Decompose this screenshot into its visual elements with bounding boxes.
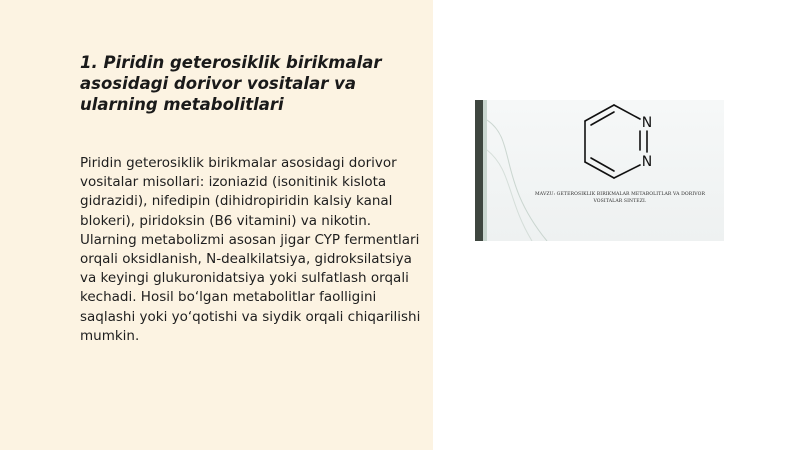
bond-top-left: [585, 105, 614, 121]
bond-top-right: [614, 105, 640, 119]
double-bond-bottom: [591, 158, 614, 171]
slide-title: 1. Piridin geterosiklik birikmalar asosidagi dorivor vositalar va ularning metabolitlari: [80, 53, 382, 114]
bond-bottom-left: [585, 162, 614, 178]
pyrimidine-figure: [475, 100, 724, 241]
bond-bottom-right: [614, 165, 640, 178]
nitrogen-label-top: N: [641, 115, 653, 131]
figure-caption: MAVZU: GETEROSIKLIK BIRIKMALAR METABOLITLAR VA DORIVOR VOSITALAR SINTEZI.: [534, 192, 706, 204]
nitrogen-label-bottom: N: [641, 154, 653, 170]
slide-body-text: Piridin geterosiklik birikmalar asosidagi dorivor vositalar misollari: izoniazid (isonitinik kislota gidrazidi), nifedipin (dihidropiridin kalsiy kanal blokeri), piridoksin (B6 vitamini) va nikotin. Ularning metabolizmi asosan jigar CYP fermentlari orqali oksidlanish, N-dealkilatsiya, gidroksilatsiya va keyingi glukuronidatsiya yoki sulfatlash orqali kechadi. Hosil bo‘lgan metabolitlar faolligini saqlashi yoki yo‘qotishi va siydik orqali chiqarilishi mumkin.: [80, 155, 421, 344]
pyrimidine-structure: [475, 100, 724, 241]
double-bond-top: [591, 112, 614, 125]
